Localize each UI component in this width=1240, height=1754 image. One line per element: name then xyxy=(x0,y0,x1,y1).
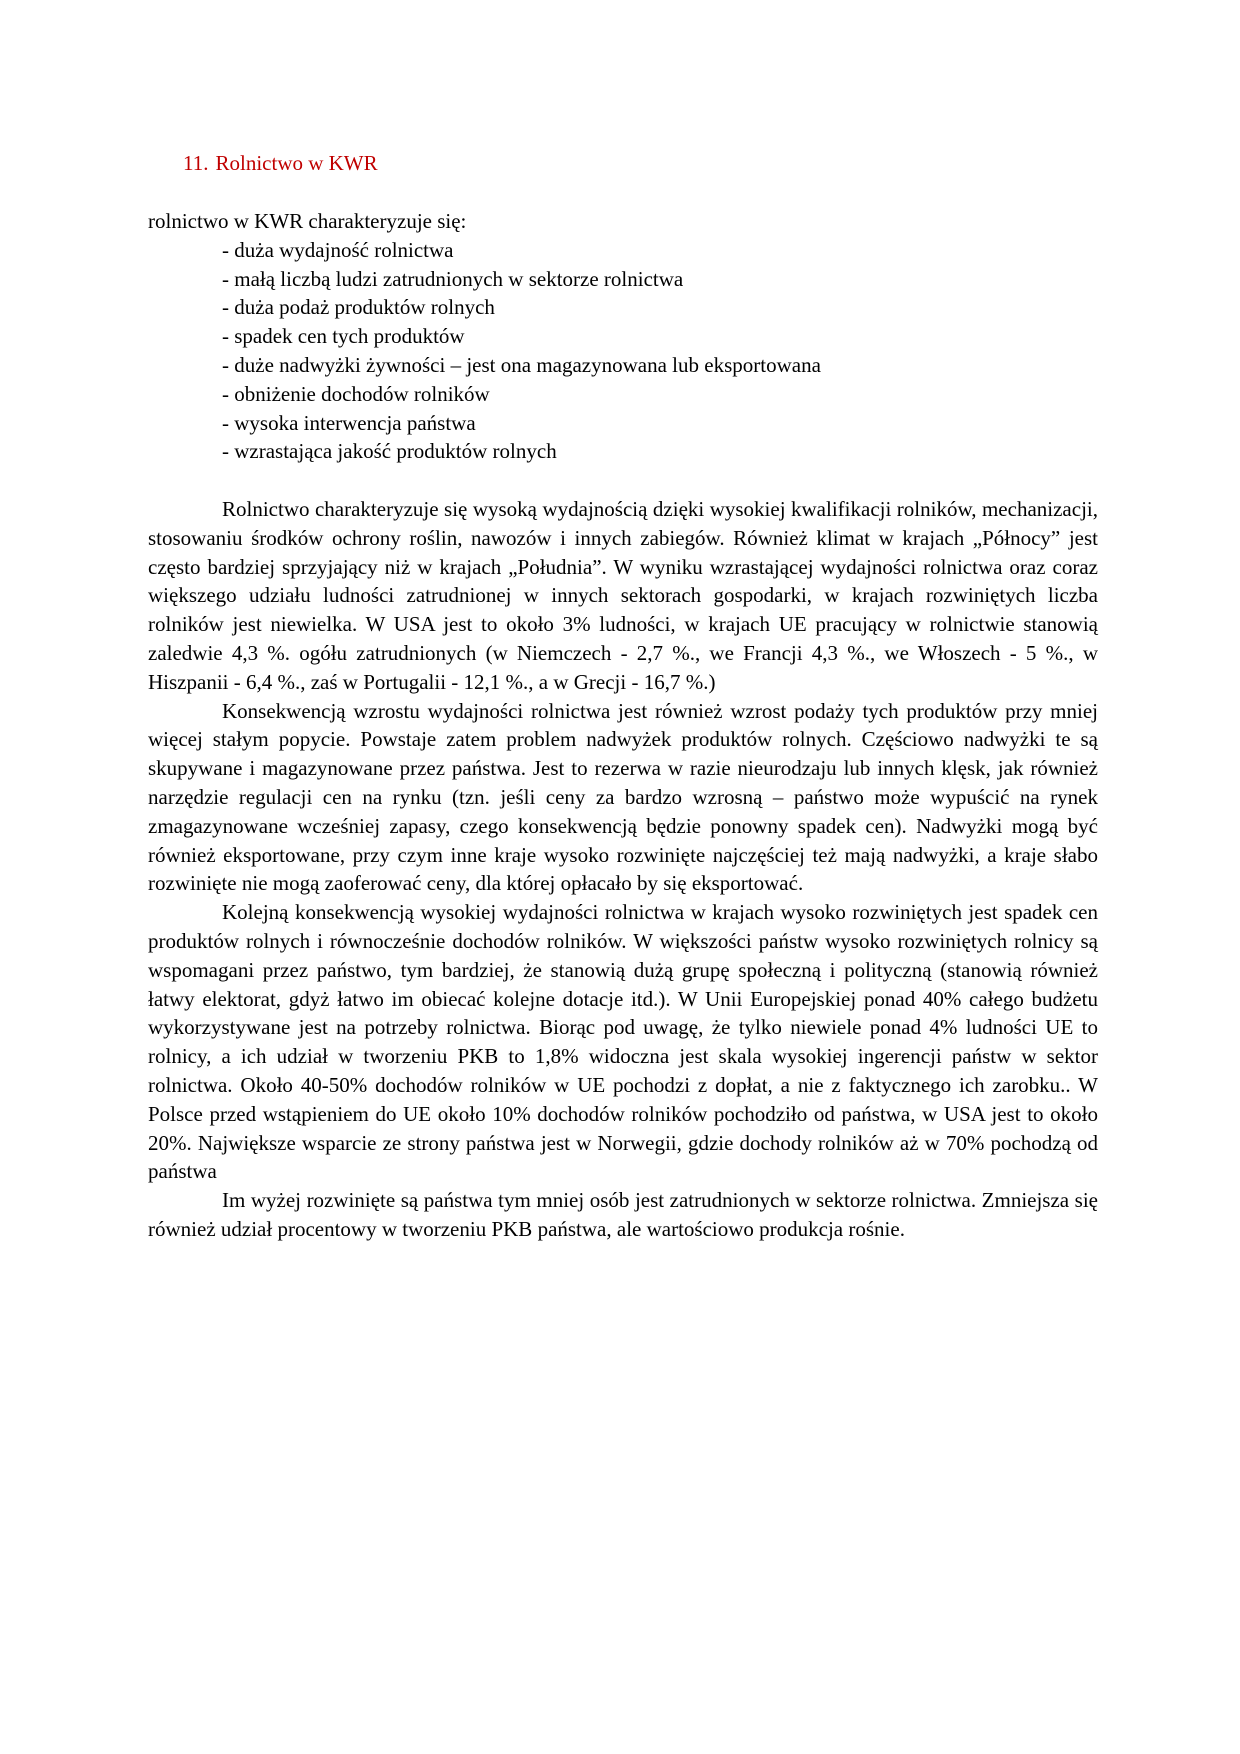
list-item: - wysoka interwencja państwa xyxy=(222,410,476,435)
heading-number: 11. xyxy=(183,151,209,175)
characteristics-list xyxy=(148,236,1098,466)
paragraph-prices-income: Kolejną konsekwencją wysokiej wydajności rolnictwa w krajach wysoko rozwiniętych jest spadek cen produktów rolnych i równocześnie dochodów rolników. W większości państw wysoko rozwiniętych rolnicy są wspomagani przez państwo, tym bardziej, że stanowią dużą grupę społeczną i polityczną (stanowią również łatwy elektorat, gdyż łatwo im obiecać kolejne dotacje itd.). W Unii Europejskiej ponad 40% całego budżetu wykorzystywane jest na potrzeby rolnictwa. Biorąc pod uwagę, że tylko niewiele ponad 4% ludności UE to rolnicy, a ich udział w tworzeniu PKB to 1,8% widoczna jest skala wysokiej ingerencji państw w sektor rolnictwa. Około 40-50% dochodów rolników w UE pochodzi z dopłat, a nie z faktycznego ich zarobku.. W Polsce przed wstąpieniem do UE około 10% dochodów rolników pochodziło od państwa, w USA jest to około 20%. Największe wsparcie ze strony państwa jest w Norwegii, gdzie dochody rolników aż w 70% pochodzą od państwa xyxy=(148,900,1098,1184)
list-item: - obniżenie dochodów rolników xyxy=(222,381,490,406)
list-item: - duża wydajność rolnictwa xyxy=(222,237,454,262)
list-item: - małą liczbą ludzi zatrudnionych w sektorze rolnictwa xyxy=(222,266,684,291)
list-item: - spadek cen tych produktów xyxy=(222,324,465,349)
paragraph-surpluses: Konsekwencją wzrostu wydajności rolnictwa jest również wzrost podaży tych produktów przy mniej więcej stałym popycie. Powstaje zatem problem nadwyżek produktów rolnych. Częściowo nadwyżki te są skupywane i magazynowane przez państwa. Jest to rezerwa w razie nieurodzaju lub innych klęsk, jak również narzędzie regulacji cen na rynku (tzn. jeśli ceny za bardzo wzrosną – państwo może wypuścić na rynek zmagazynowane wcześniej zapasy, czego konsekwencją będzie ponowny spadek cen). Nadwyżki mogą być również eksportowane, przy czym inne kraje wysoko rozwinięte najczęściej też mają nadwyżki, a kraje słabo rozwinięte nie mogą zaoferować ceny, dla której opłacało by się eksportować. xyxy=(148,698,1098,896)
list-item: - duże nadwyżki żywności – jest ona magazynowana lub eksportowana xyxy=(222,352,821,377)
heading-title: Rolnictwo w KWR xyxy=(215,151,378,175)
paragraph-development: Im wyżej rozwinięte są państwa tym mniej osób jest zatrudnionych w sektorze rolnictwa. Zmniejsza się również udział procentowy w tworzeniu PKB państwa, ale wartościowo produkcja rośnie. xyxy=(148,1188,1098,1241)
list-item: - duża podaż produktów rolnych xyxy=(222,295,495,320)
blank-line xyxy=(148,466,1098,495)
section-heading xyxy=(183,149,378,177)
document-body xyxy=(148,207,1098,1244)
list-item: - wzrastająca jakość produktów rolnych xyxy=(222,439,557,464)
paragraph-productivity: Rolnictwo charakteryzuje się wysoką wydajnością dzięki wysokiej kwalifikacji rolników, mechanizacji, stosowaniu środków ochrony roślin, nawozów i innych zabiegów. Również klimat w krajach „Północy” jest często bardziej sprzyjający niż w krajach „Południa”. W wyniku wzrastającej wydajności rolnictwa oraz coraz większego udziału ludności zatrudnionej w innych sektorach gospodarki, w krajach rozwiniętych liczba rolników jest niewielka. W USA jest to około 3% ludności, w krajach UE pracujący w rolnictwie stanowią zaledwie 4,3 %. ogółu zatrudnionych (w Niemczech - 2,7 %., we Francji 4,3 %., we Włoszech - 5 %., w Hiszpanii - 6,4 %., zaś w Portugalii - 12,1 %., a w Grecji - 16,7 %.) xyxy=(148,496,1098,694)
intro-line: rolnictwo w KWR charakteryzuje się: xyxy=(148,209,467,233)
